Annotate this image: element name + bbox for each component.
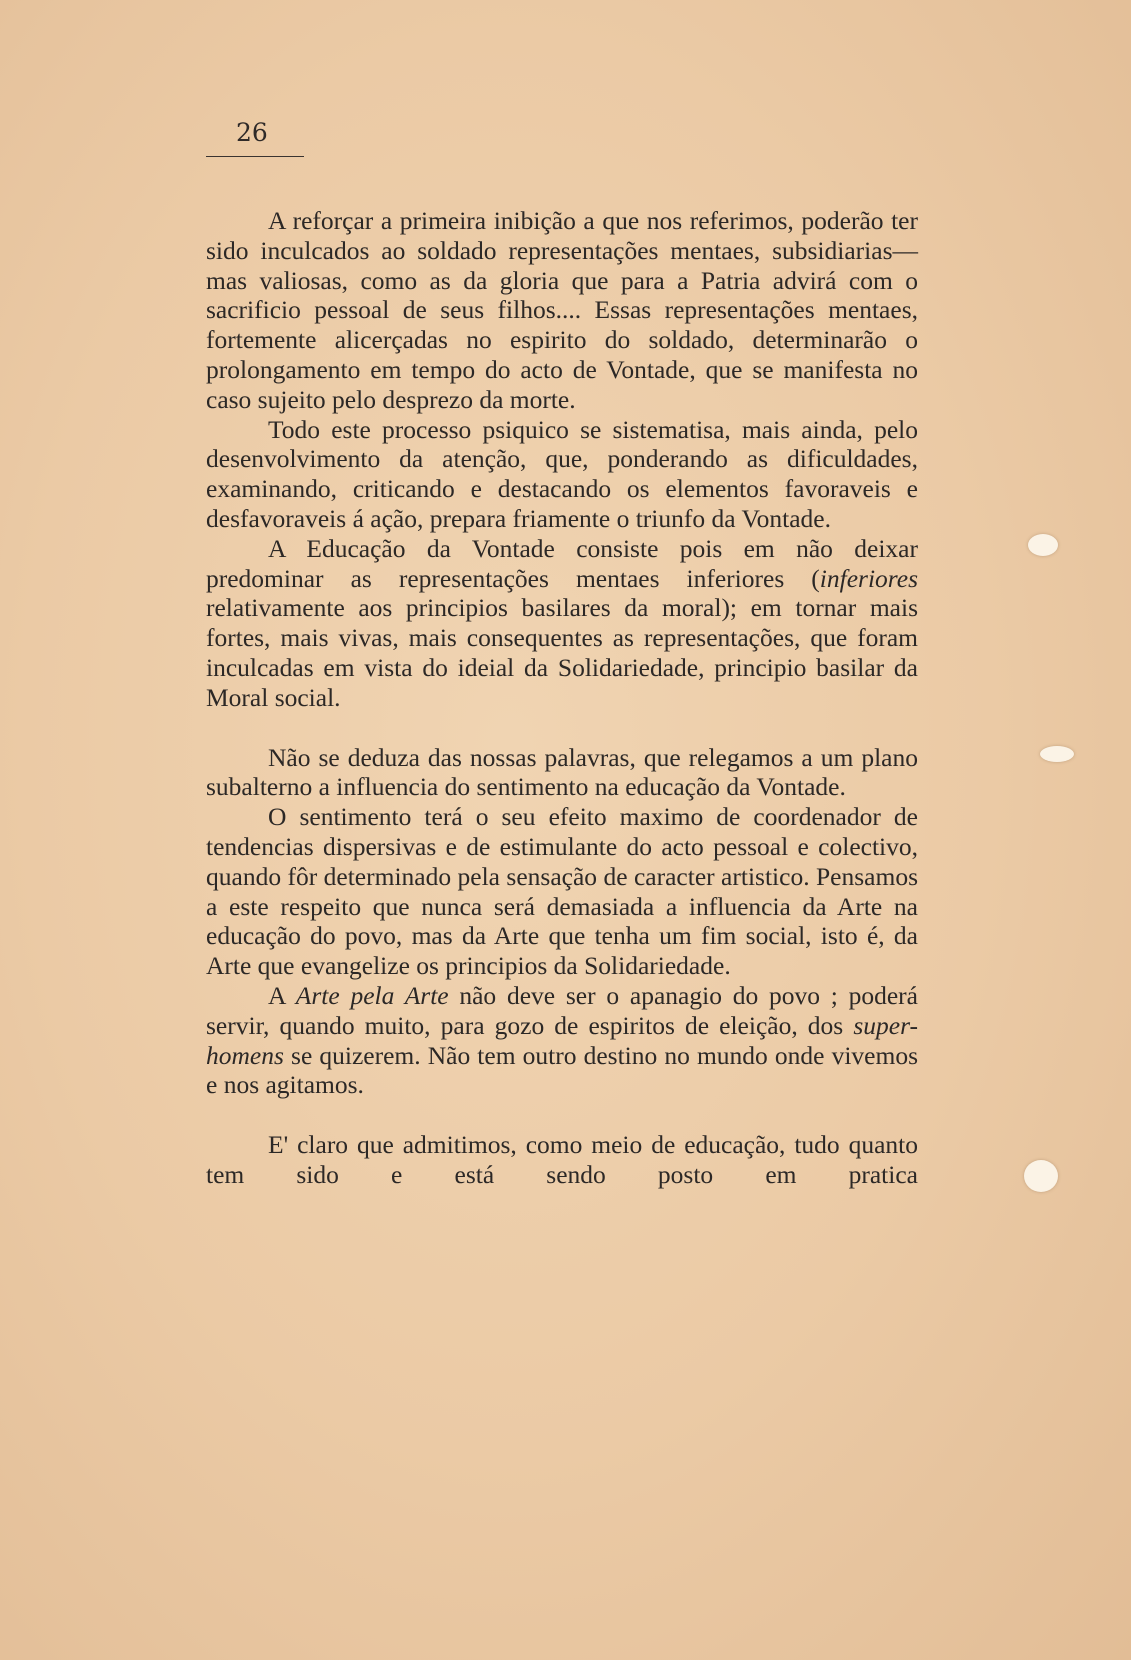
paragraph <box>206 534 918 713</box>
paragraph <box>206 1130 918 1190</box>
text-run: O sentimento terá o seu efeito maximo de coordenador de tendencias dispersivas e de estimulante do acto pessoal e colectivo, quando fôr determinado pela sensação de caracter artistico. Pensamos a este respeito que nunca será demasiada a influencia da Arte na educação do povo, mas da Arte que tenha um fim social, isto é, da Arte que evangelize os principios da Solidariedade. <box>206 802 918 981</box>
text-run: E' claro que admitimos, como meio de educação, tudo quanto tem sido e está sendo posto em pratica <box>206 1130 918 1189</box>
text-run: relativamente aos principios basilares da moral); em tornar mais fortes, mais vivas, mais consequentes as representações, que foram inculcadas em vista do ideial da Solidariedade, principio basilar da Moral social. <box>206 593 918 712</box>
paragraph <box>206 206 918 415</box>
paper-hole <box>1040 746 1074 762</box>
header-rule <box>206 156 304 157</box>
paper-hole <box>1024 1160 1058 1192</box>
paragraph <box>206 743 918 803</box>
italic-text: inferiores <box>819 563 918 593</box>
italic-text: Arte pela Arte <box>295 980 449 1010</box>
page-number: 26 <box>236 118 268 147</box>
paragraph <box>206 415 918 534</box>
body-text <box>206 206 918 1190</box>
italic-text: super-homens <box>206 1010 918 1070</box>
text-run: A <box>268 980 296 1010</box>
text-run: se quizerem. Não tem outro destino no mundo onde vivemos e nos agitamos. <box>206 1040 918 1100</box>
paragraph <box>206 981 918 1100</box>
paragraph <box>206 802 918 981</box>
paper-hole <box>1028 534 1058 556</box>
text-run: Todo este processo psiquico se sistematisa, mais ainda, pelo desenvolvimento da atenção, que, ponderando as dificuldades, examinando, criticando e destacando os elementos favoraveis e desfavoraveis á ação, prepara friamente o triunfo da Vontade. <box>206 414 918 533</box>
text-run: A Educação da Vontade consiste pois em não deixar predominar as representações mentaes inferiores ( <box>206 533 918 593</box>
text-run: A reforçar a primeira inibição a que nos referimos, poderão ter sido inculcados ao soldado representações mentaes, subsidiarias—mas valiosas, como as da gloria que para a Patria advirá com o sacrificio pessoal de seus filhos.... Essas representações mentaes, fortemente alicerçadas no espirito do soldado, determinarão o prolongamento em tempo do acto de Vontade, que se manifesta no caso sujeito pelo desprezo da morte. <box>206 206 918 414</box>
text-run: não deve ser o apanagio do povo ; poderá servir, quando muito, para gozo de espiritos de eleição, dos <box>206 980 918 1040</box>
text-run: Não se deduza das nossas palavras, que relegamos a um plano subalterno a influencia do sentimento na educação da Vontade. <box>206 742 918 802</box>
